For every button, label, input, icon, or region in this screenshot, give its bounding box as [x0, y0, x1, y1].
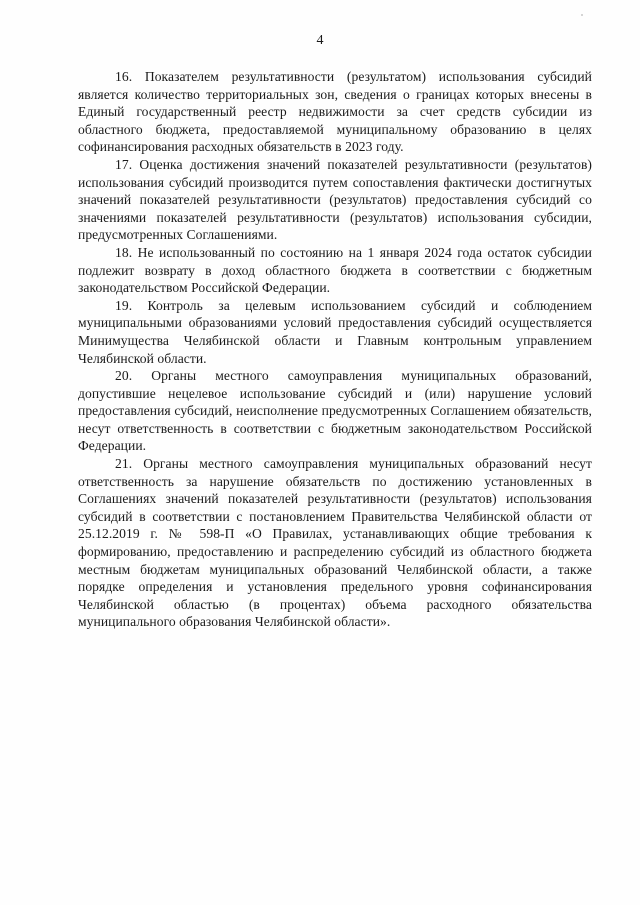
scan-speck	[581, 14, 583, 16]
paragraph-18: 18. Не использованный по состоянию на 1 января 2024 года остаток субсидии подлежит возврату в доход областного бюджета в соответствии с бюджетным законодательством Российской Федерации.	[78, 244, 592, 296]
paragraph-17: 17. Оценка достижения значений показателей результативности (результатов) использования субсидий производится путем сопоставления фактически достигнутых значений показателей результативности (результатов) предоставления субсидий со значениями показателей результативности (результатов) использования субсидии, предусмотренных Соглашениями.	[78, 156, 592, 243]
paragraph-20: 20. Органы местного самоуправления муниципальных образований, допустившие нецелевое использование субсидий и (или) нарушение условий предоставления субсидий, неисполнение предусмотренных Соглашением обязательств, несут ответственность в соответствии с бюджетным законодательством Российской Федерации.	[78, 368, 592, 454]
paragraph-21: 21. Органы местного самоуправления муниципальных образований несут ответственность за нарушение обязательств по достижению установленных в Соглашениях значений показателей результативности (результатов) использования субсидий в соответствии с постановлением Правительства Челябинской области от 25.12.2019 г. № 598-П «О Правилах, устанавливающих общие требования к формированию, предоставлению и распределению субсидий из областного бюджета местным бюджетам муниципальных образований Челябинской области, а также порядке определения и установления предельного уровня софинансирования Челябинской областью (в процентах) объема расходного обязательства муниципального образования Челябинской области».	[78, 456, 592, 630]
document-body	[78, 68, 592, 631]
paragraph-16: 16. Показателем результативности (результатом) использования субсидий является количество территориальных зон, сведения о границах которых внесены в Единый государственный реестр недвижимости за счет средств субсидии из областного бюджета, предоставляемой муниципальному образованию в целях софинансирования расходных обязательств в 2023 году.	[78, 69, 592, 155]
page-number: 4	[316, 33, 324, 48]
paragraph-19: 19. Контроль за целевым использованием субсидий и соблюдением муниципальными образованиями условий предоставления субсидий осуществляется Минимущества Челябинской области и Главным контрольным управлением Челябинской области.	[78, 297, 592, 366]
